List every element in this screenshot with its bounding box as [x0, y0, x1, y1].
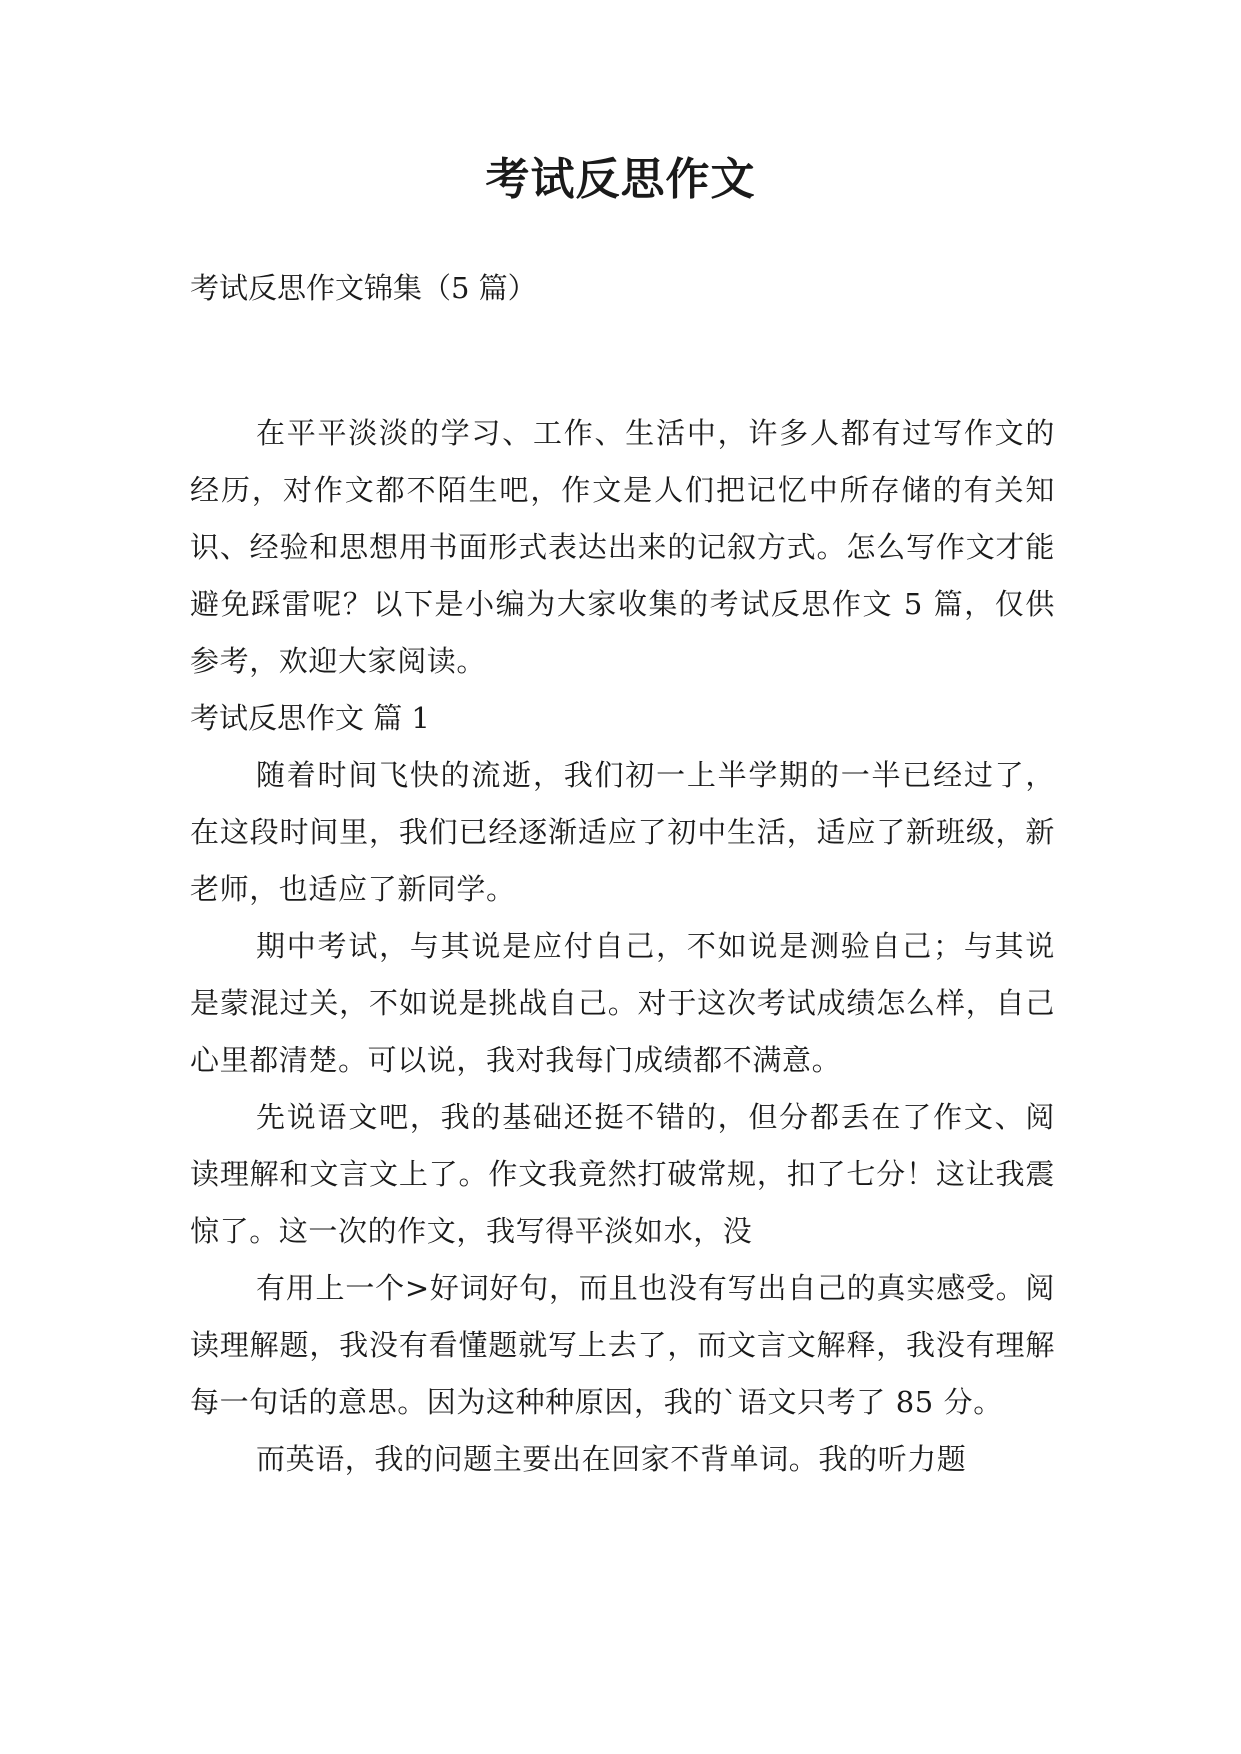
- paragraph-2: 期中考试，与其说是应付自己，不如说是测验自己；与其说是蒙混过关，不如说是挑战自己。对于这次考试成绩怎么样，自己心里都清楚。可以说，我对我每门成绩都不满意。: [190, 929, 1055, 1077]
- paragraph-4: 有用上一个>好词好句，而且也没有写出自己的真实感受。阅读理解题，我没有看懂题就写上去了，而文言文解释，我没有理解每一句话的意思。因为这种种原因，我的`语文只考了 85 分。: [190, 1271, 1055, 1419]
- paragraph-1: 随着时间飞快的流逝，我们初一上半学期的一半已经过了，在这段时间里，我们已经逐渐适应了初中生活，适应了新班级，新老师，也适应了新同学。: [190, 758, 1055, 906]
- intro-paragraph: 在平平淡淡的学习、工作、生活中，许多人都有过写作文的经历，对作文都不陌生吧，作文是人们把记忆中所存储的有关知识、经验和思想用书面形式表达出来的记叙方式。怎么写作文才能避免踩雷呢？以下是小编为大家收集的考试反思作文 5 篇，仅供参考，欢迎大家阅读。: [190, 416, 1055, 678]
- section-heading: 考试反思作文 篇 1: [190, 701, 430, 735]
- document-title: 考试反思作文: [485, 154, 756, 205]
- paragraph-5: 而英语，我的问题主要出在回家不背单词。我的听力题: [256, 1442, 967, 1476]
- document-body: [190, 405, 1055, 1488]
- document-subtitle: 考试反思作文锦集（5 篇）: [190, 271, 537, 305]
- paragraph-3: 先说语文吧，我的基础还挺不错的，但分都丢在了作文、阅读理解和文言文上了。作文我竟然打破常规，扣了七分！这让我震惊了。这一次的作文，我写得平淡如水，没: [190, 1100, 1055, 1248]
